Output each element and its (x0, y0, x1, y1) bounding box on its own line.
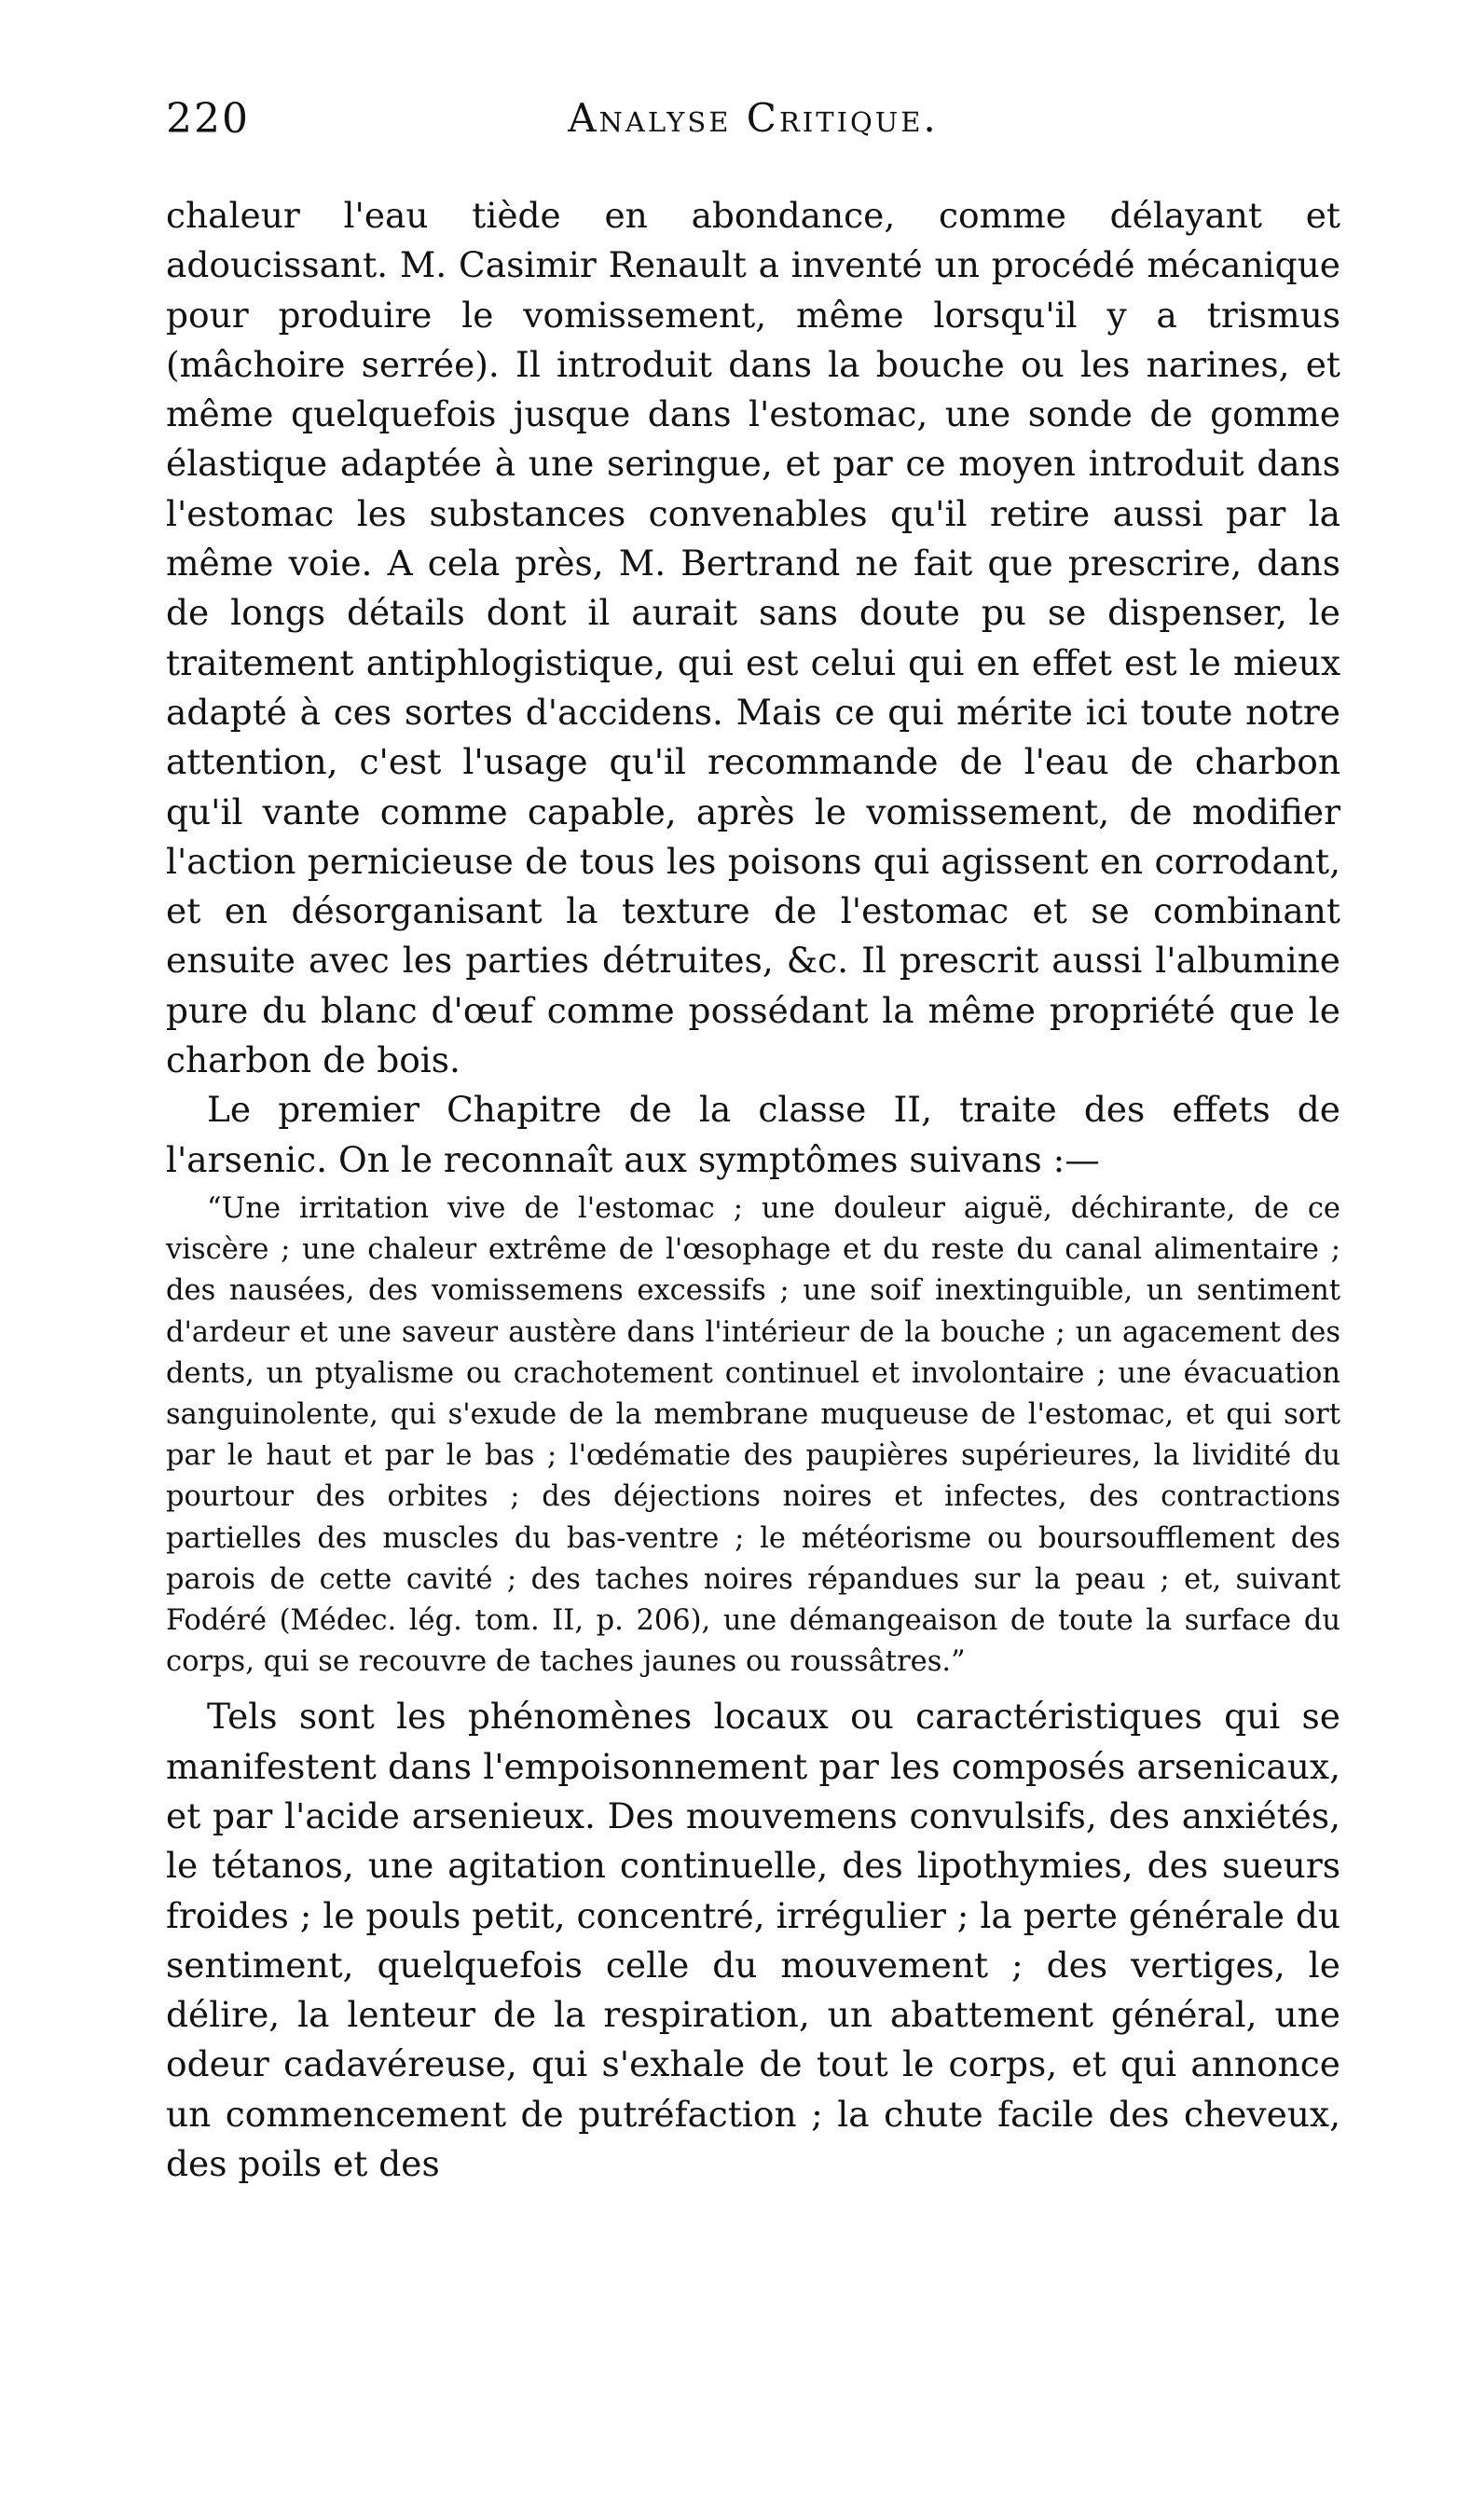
paragraph-2: Le premier Chapitre de la classe II, traite des effets de l'arsenic. On le reconnaît aux symptômes suivans :— (166, 1089, 1340, 1180)
page-header (166, 95, 1340, 151)
page-body (166, 191, 1340, 2189)
paragraph-3: Tels sont les phénomènes locaux ou caractéristiques qui se manifestent dans l'empoisonnement par les composés arsenicaux, et par l'acide arsenieux. Des mouvemens convulsifs, des anxiétés, le tétanos, une agitation continuelle, des lipothymies, des sueurs froides ; le pouls petit, concentré, irrégulier ; la perte générale du sentiment, quelquefois celle du mouvement ; des vertiges, le délire, la lenteur de la respiration, un abattement général, une odeur cadavéreuse, qui s'exhale de tout le corps, et qui annonce un commencement de putréfaction ; la chute facile des cheveux, des poils et des (166, 1696, 1341, 2185)
page-number: 220 (166, 95, 250, 143)
paragraph-1: chaleur l'eau tiède en abondance, comme délayant et adoucissant. M. Casimir Renault a inventé un procédé mécanique pour produire le vomissement, même lorsqu'il y a trismus (mâchoire serrée). Il introduit dans la bouche ou les narines, et même quelquefois jusque dans l'estomac, une sonde de gomme élastique adaptée à une seringue, et par ce moyen introduit dans l'estomac les substances convenables qu'il retire aussi par la même voie. A cela près, M. Bertrand ne fait que prescrire, dans de longs détails dont il aurait sans doute pu se dispenser, le traitement antiphlogistique, qui est celui qui en effet est le mieux adapté à ces sortes d'accidens. Mais ce qui mérite ici toute notre attention, c'est l'usage qu'il recommande de l'eau de charbon qu'il vante comme capable, après le vomissement, de modifier l'action pernicieuse de tous les poisons qui agissent en corrodant, et en désorganisant la texture de l'estomac et se combinant ensuite avec les parties détruites, &c. Il prescrit aussi l'albumine pure du blanc d'œuf comme possédant la même propriété que le charbon de bois. (166, 195, 1340, 1081)
running-title: Analyse Critique. (568, 95, 939, 141)
quoted-symptoms: “Une irritation vive de l'estomac ; une douleur aiguë, déchirante, de ce viscère ; une chaleur extrême de l'œsophage et du reste du canal alimentaire ; des nausées, des vomissemens excessifs ; une soif inextinguible, un sentiment d'ardeur et une saveur austère dans l'intérieur de la bouche ; un agacement des dents, un ptyalisme ou crachotement continuel et involontaire ; une évacuation sanguinolente, qui s'exude de la membrane muqueuse de l'estomac, et qui sort par le haut et par le bas ; l'œdématie des paupières supérieures, la lividité du pourtour des orbites ; des déjections noires et infectes, des contractions partielles des muscles du bas-ventre ; le météorisme ou boursoufflement des parois de cette cavité ; des taches noires répandues sur la peau ; et, suivant Fodéré (Médec. lég. tom. II, p. 206), une démangeaison de toute la surface du corps, qui se recouvre de taches jaunes ou roussâtres.” (166, 1191, 1340, 1679)
